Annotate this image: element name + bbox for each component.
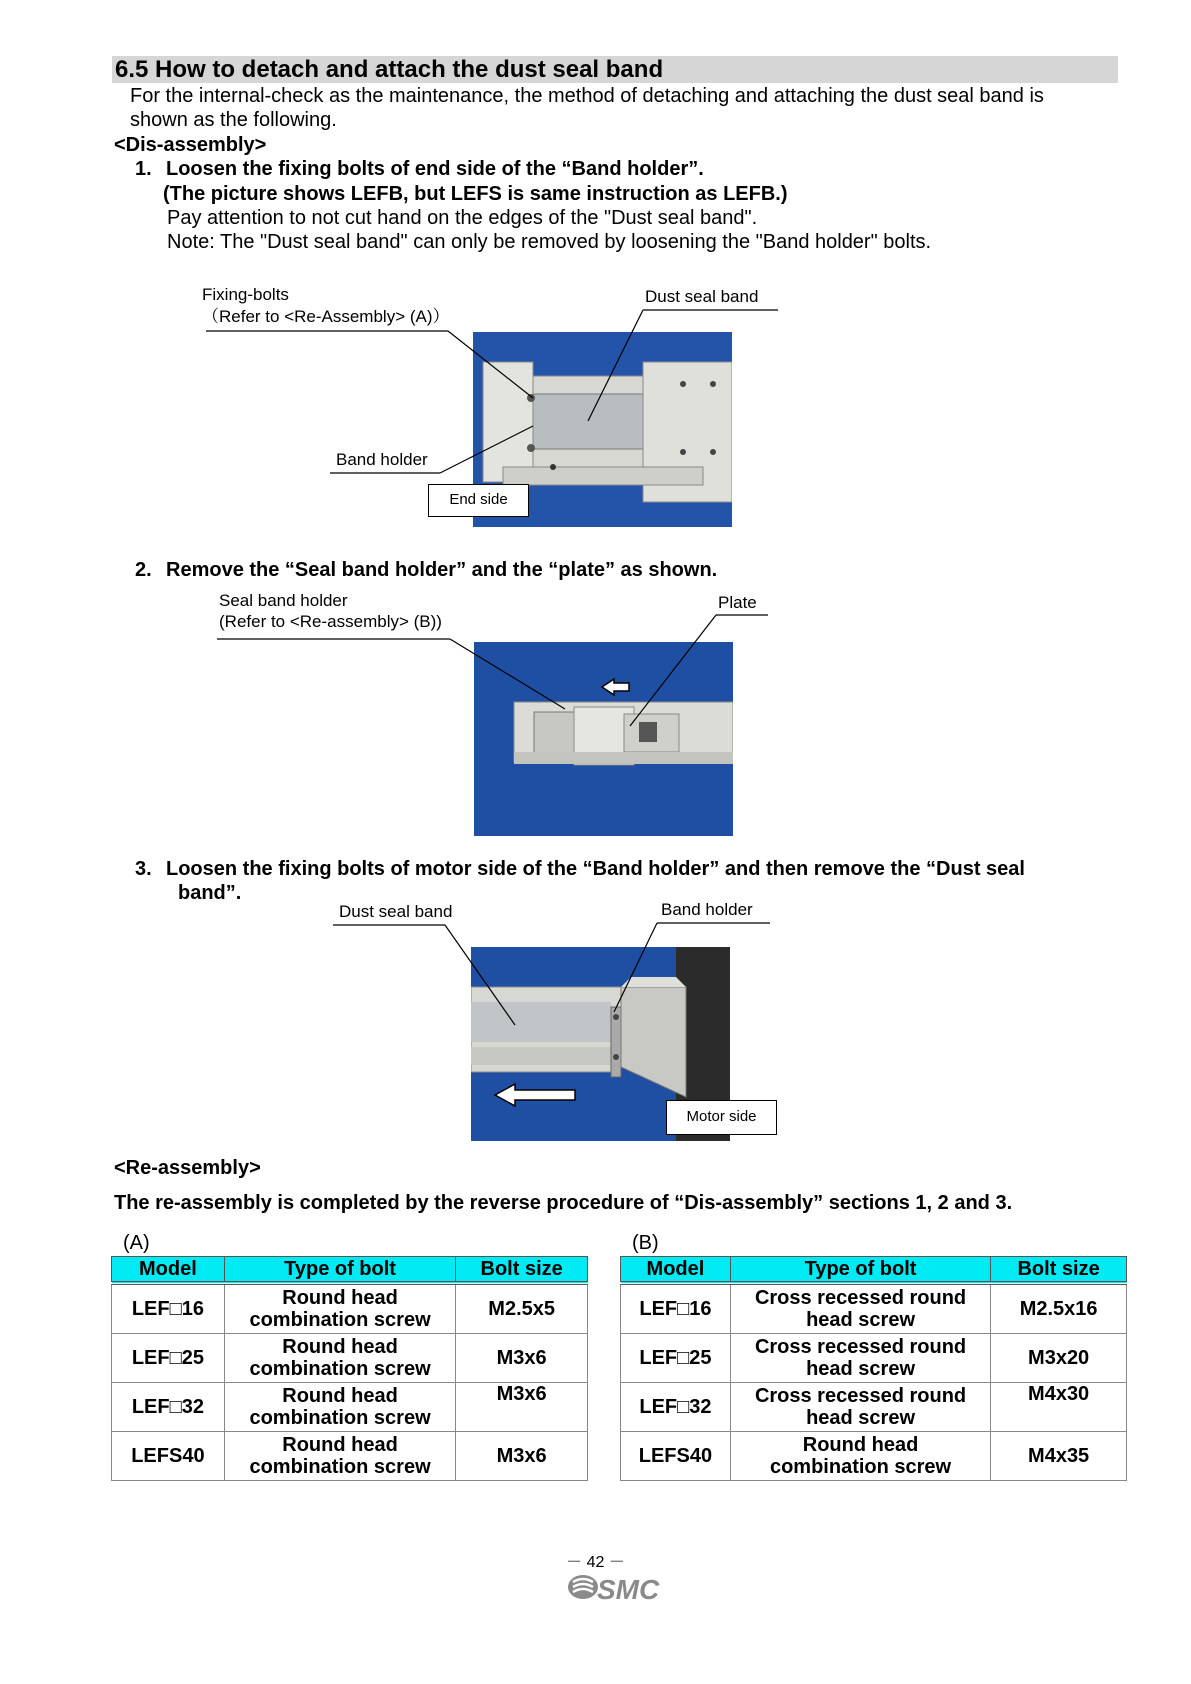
bolt-size-cell: M4x30 xyxy=(991,1383,1127,1432)
intro-line-2: shown as the following. xyxy=(130,109,337,131)
bolt-type-cell: Round head combination screw xyxy=(730,1432,990,1481)
fig1-band-holder-label: Band holder xyxy=(336,450,428,469)
table-row xyxy=(621,1334,1127,1383)
bolt-size-cell: M3x20 xyxy=(991,1334,1127,1383)
bolt-size-cell: M3x6 xyxy=(456,1432,588,1481)
fig2-seal-ref-label: (Refer to <Re-assembly> (B)) xyxy=(219,612,442,631)
fig1-end-side-label: End side xyxy=(428,484,529,517)
fig2-seal-band-holder-label: Seal band holder xyxy=(219,591,348,610)
fig3-band-holder-label: Band holder xyxy=(661,900,753,919)
step1-title: Loosen the fixing bolts of end side of the “Band holder”. xyxy=(166,158,704,180)
model-cell: LEF□25 xyxy=(621,1334,731,1383)
table-row xyxy=(112,1383,588,1432)
table-a xyxy=(111,1256,588,1481)
table-row xyxy=(621,1283,1127,1334)
step1-number: 1. xyxy=(135,158,152,180)
table-a-caption: (A) xyxy=(123,1232,150,1254)
bolt-type-cell: Cross recessed round head screw xyxy=(730,1334,990,1383)
smc-logo-text: SMC xyxy=(597,1574,660,1604)
bolt-type-cell: Round head combination screw xyxy=(224,1334,455,1383)
reassembly-text: The re-assembly is completed by the reverse procedure of “Dis-assembly” sections 1, 2 and 3. xyxy=(114,1192,1013,1214)
fig1-fixing-ref-label: （Refer to <Re-Assembly> (A)） xyxy=(202,307,450,326)
table-a-header-size: Bolt size xyxy=(456,1257,588,1284)
step3-title-line2: band”. xyxy=(178,882,242,904)
step2-title: Remove the “Seal band holder” and the “plate” as shown. xyxy=(166,559,718,581)
bolt-size-cell: M3x6 xyxy=(456,1334,588,1383)
step3-number: 3. xyxy=(135,858,152,880)
model-cell: LEFS40 xyxy=(112,1432,225,1481)
model-cell: LEF□16 xyxy=(112,1283,225,1334)
bolt-type-cell: Round head combination screw xyxy=(224,1432,455,1481)
step3-title-line1: Loosen the fixing bolts of motor side of the “Band holder” and then remove the “Dust seal xyxy=(166,858,1025,880)
table-b-caption: (B) xyxy=(632,1232,659,1254)
step1-note2: Note: The "Dust seal band" can only be removed by loosening the "Band holder" bolts. xyxy=(167,231,932,253)
fig1-dust-seal-band-label: Dust seal band xyxy=(645,287,759,306)
smc-logo xyxy=(567,1570,667,1604)
table-row xyxy=(621,1383,1127,1432)
fig1-fixing-bolts-label: Fixing-bolts xyxy=(202,285,289,304)
table-a-header-model: Model xyxy=(112,1257,225,1284)
bolt-type-cell: Cross recessed round head screw xyxy=(730,1383,990,1432)
table-b-header-size: Bolt size xyxy=(991,1257,1127,1284)
table-row xyxy=(621,1432,1127,1481)
bolt-size-cell: M2.5x16 xyxy=(991,1283,1127,1334)
fig3-dust-seal-band-label: Dust seal band xyxy=(339,902,453,921)
page-number: － 42 － xyxy=(566,1554,625,1571)
table-b-header-model: Model xyxy=(621,1257,731,1284)
model-cell: LEF□25 xyxy=(112,1334,225,1383)
step2-number: 2. xyxy=(135,559,152,581)
bolt-size-cell: M3x6 xyxy=(456,1383,588,1432)
fig2-plate-label: Plate xyxy=(718,593,757,612)
fig3-motor-side-label: Motor side xyxy=(666,1100,777,1135)
bolt-size-cell: M2.5x5 xyxy=(456,1283,588,1334)
table-a-header-type: Type of bolt xyxy=(224,1257,455,1284)
bolt-type-cell: Cross recessed round head screw xyxy=(730,1283,990,1334)
model-cell: LEFS40 xyxy=(621,1432,731,1481)
table-row xyxy=(112,1334,588,1383)
table-row xyxy=(112,1432,588,1481)
table-b-header-type: Type of bolt xyxy=(730,1257,990,1284)
intro-line-1: For the internal-check as the maintenance, the method of detaching and attaching the dust seal band is xyxy=(130,85,1044,107)
disassembly-heading: <Dis-assembly> xyxy=(114,134,267,156)
smc-logo-icon xyxy=(567,1570,667,1604)
model-cell: LEF□32 xyxy=(112,1383,225,1432)
bolt-type-cell: Round head combination screw xyxy=(224,1283,455,1334)
section-title: 6.5 How to detach and attach the dust seal band xyxy=(112,56,1118,83)
model-cell: LEF□32 xyxy=(621,1383,731,1432)
bolt-type-cell: Round head combination screw xyxy=(224,1383,455,1432)
model-cell: LEF□16 xyxy=(621,1283,731,1334)
table-b xyxy=(620,1256,1127,1481)
table-row xyxy=(112,1283,588,1334)
step1-note1: Pay attention to not cut hand on the edges of the "Dust seal band". xyxy=(167,207,758,229)
reassembly-heading: <Re-assembly> xyxy=(114,1157,261,1179)
bolt-size-cell: M4x35 xyxy=(991,1432,1127,1481)
step1-subtitle: (The picture shows LEFB, but LEFS is same instruction as LEFB.) xyxy=(163,183,788,205)
